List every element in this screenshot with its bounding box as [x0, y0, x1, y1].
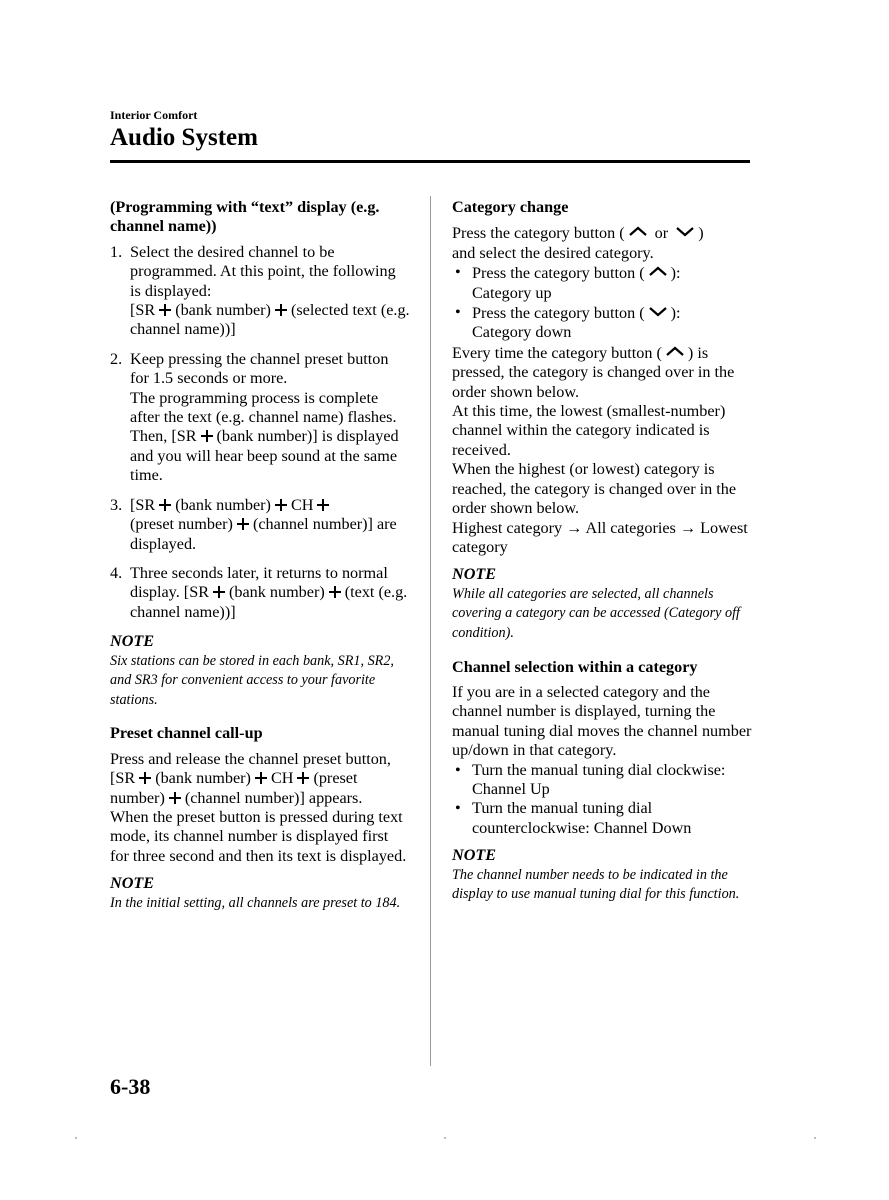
plus-icon — [212, 586, 226, 598]
step-number: 2. — [110, 349, 123, 368]
bullet-text: Category down — [472, 323, 572, 342]
right-column — [452, 198, 757, 919]
category-text: or — [654, 224, 669, 243]
plus-icon — [254, 772, 268, 784]
display-bank: (bank number) — [155, 769, 251, 788]
every-time-text — [452, 343, 757, 402]
step-text: (bank number)] is displayed and you will hear beep sound at the same time. — [130, 427, 399, 485]
note-text: The channel number needs to be indicated in the display to use manual tuning dial for this function. — [452, 866, 740, 903]
note-label: NOTE — [452, 846, 497, 865]
bullet-text: ): — [670, 304, 681, 323]
header-rule — [110, 160, 750, 163]
highest-text: When the highest (or lowest) category is reached, the category is changed over in the order shown below. — [452, 460, 737, 518]
display-bank: (bank number) — [175, 301, 271, 320]
bullet-clockwise — [452, 761, 757, 800]
step-body — [130, 496, 410, 554]
bullet-text: Press the category button ( — [472, 264, 645, 283]
selection-text: If you are in a selected category and the channel number is displayed, turning the manual tuning dial moves the channel number up/down in that category. — [452, 682, 752, 760]
bullet: • — [455, 799, 461, 818]
step-4 — [110, 564, 410, 622]
display-sr: [SR — [130, 495, 156, 514]
callup-text — [110, 750, 410, 866]
plus-icon — [274, 499, 288, 511]
display-preset: (preset number) — [110, 769, 358, 807]
chevron-down-icon — [645, 303, 671, 319]
body-text: Every time the category button ( — [452, 343, 662, 362]
note-label: NOTE — [110, 632, 155, 651]
bullet-body — [472, 303, 757, 343]
category-text: and select the desired category. — [452, 243, 654, 262]
step-body — [130, 350, 410, 486]
chevron-up-icon — [645, 263, 671, 279]
section-label: Interior Comfort — [110, 108, 198, 122]
plus-icon — [236, 518, 250, 530]
category-heading: Category change — [452, 198, 569, 216]
step-text: Keep pressing the channel preset button for 1.5 seconds or more. — [130, 349, 389, 388]
plus-icon — [158, 304, 172, 316]
display-bank: (bank number) — [175, 495, 271, 514]
chevron-down-icon — [672, 223, 698, 239]
callup-heading: Preset channel call-up — [110, 724, 263, 743]
category-intro — [452, 223, 757, 263]
note-text: Six stations can be stored in each bank, SR1, SR2, and SR3 for convenient access to your favorite stations. — [110, 652, 394, 708]
plus-icon — [168, 792, 182, 804]
display-ch: CH — [290, 495, 314, 514]
step-text: The programming process is complete after the text (e.g. channel name) flashes. Then, [SR — [130, 388, 397, 446]
plus-icon — [138, 772, 152, 784]
display-sr: [SR — [130, 301, 156, 320]
chevron-up-icon — [625, 223, 651, 239]
note-text: While all categories are selected, all channels covering a category can be accessed (Category off condition). — [452, 585, 740, 641]
display-tail: (text (e.g. channel name))] — [130, 583, 408, 621]
bullet-body — [472, 263, 757, 303]
display-tail: (selected text (e.g. channel name))] — [130, 301, 410, 339]
plus-icon — [200, 430, 214, 442]
bullet: • — [455, 263, 461, 282]
page-number: 6-38 — [110, 1074, 151, 1099]
bullet: • — [455, 760, 461, 779]
crop-mark — [75, 1137, 77, 1139]
step-number: 3. — [110, 495, 123, 514]
bullet-category-up — [452, 263, 757, 303]
lowest-text: At this time, the lowest (smallest-number) channel within the category indicated is received. — [452, 402, 726, 459]
selection-heading: Channel selection within a category — [452, 657, 698, 676]
callup-intro: Press and release the channel preset button, — [110, 749, 391, 768]
column-divider — [430, 196, 431, 1066]
bullet-counterclockwise — [452, 799, 757, 838]
display-tail: (channel number)] are displayed. — [130, 515, 397, 553]
callup-detail: When the preset button is pressed during text mode, its channel number is displayed first for three second and then its text is displayed. — [110, 807, 407, 865]
bullet-text: Category up — [472, 283, 552, 302]
step-3 — [110, 496, 410, 554]
plus-icon — [328, 586, 342, 598]
note-label: NOTE — [452, 565, 497, 584]
bullet-text: Press the category button ( — [472, 304, 645, 323]
display-tail: (channel number)] appears. — [184, 788, 363, 807]
plus-icon — [296, 772, 310, 784]
step-text: Select the desired channel to be programmed. At this point, the following is displayed: — [130, 242, 396, 300]
crop-mark — [814, 1137, 816, 1139]
step-number: 1. — [110, 242, 123, 261]
step-body — [130, 243, 410, 340]
bullet: • — [455, 303, 461, 322]
category-text: Press the category button ( — [452, 224, 625, 243]
programming-heading: (Programming with “text” display (e.g. channel name)) — [110, 198, 380, 236]
plus-icon — [274, 304, 288, 316]
category-text: ) — [698, 224, 704, 243]
step-1 — [110, 243, 410, 340]
note-label: NOTE — [110, 874, 155, 893]
step-body — [130, 564, 410, 622]
chevron-up-icon — [662, 343, 688, 359]
crop-mark — [444, 1137, 446, 1139]
step-number: 4. — [110, 563, 123, 582]
bullet-text: ): — [670, 264, 681, 283]
body-text: ) is pressed, the category is changed over in the order shown below. — [452, 343, 735, 401]
left-column — [110, 198, 410, 927]
bullet-body: Turn the manual tuning dial clockwise: Channel Up — [472, 760, 726, 798]
page-title: Audio System — [110, 124, 258, 151]
plus-icon — [316, 499, 330, 511]
note-text: In the initial setting, all channels are preset to 184. — [110, 894, 401, 911]
order-text: Highest category → All categories → Lowest category — [452, 518, 748, 556]
bullet-body: Turn the manual tuning dial counterclockwise: Channel Down — [472, 799, 692, 837]
display-ch: CH — [270, 769, 294, 788]
display-preset: (preset number) — [130, 515, 233, 534]
display-bank: (bank number) — [229, 583, 325, 602]
plus-icon — [158, 499, 172, 511]
step-text: Three seconds later, it returns to normal display. [SR — [130, 563, 388, 602]
step-2 — [110, 350, 410, 486]
display-sr: [SR — [110, 769, 136, 788]
bullet-category-down — [452, 303, 757, 343]
